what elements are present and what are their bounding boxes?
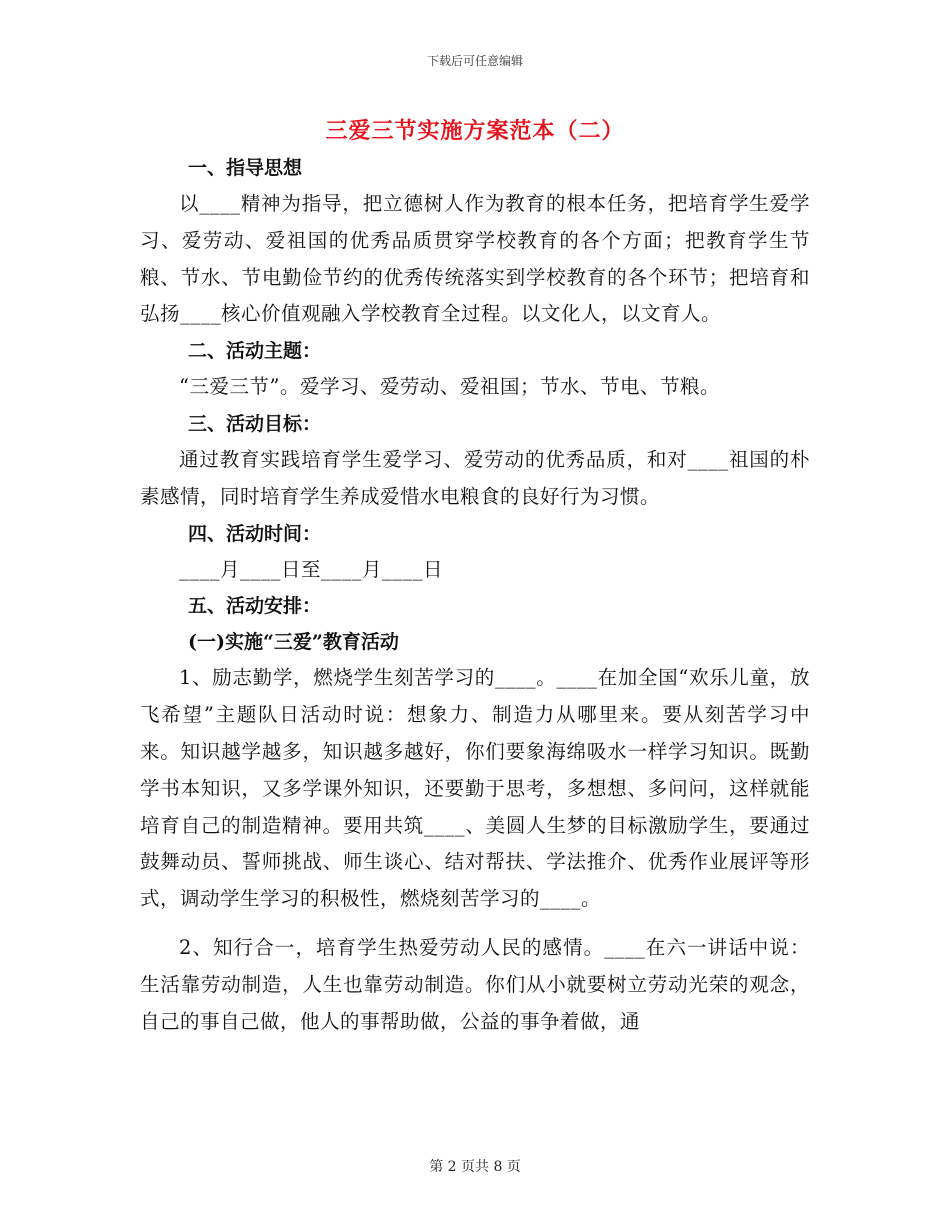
- section-heading-theme: 二、活动主题：: [188, 340, 322, 363]
- document-title: 三爱三节实施方案范本（二）: [325, 118, 625, 144]
- subsection-heading-three-loves: (一)实施“三爱”教育活动: [188, 631, 399, 654]
- paragraph-theme: “三爱三节”。爱学习、爱劳动、爱祖国；节水、节电、节粮。: [179, 375, 720, 399]
- section-heading-guiding-thought: 一、指导思想: [188, 157, 303, 179]
- section-heading-time: 四、活动时间：: [188, 522, 322, 545]
- page-footer: 第 2 页共 8 页: [429, 1159, 521, 1175]
- section-heading-arrangement: 五、活动安排：: [188, 595, 322, 618]
- page-header: 下载后可任意编辑: [426, 54, 523, 68]
- paragraph-goal: 通过教育实践培育学生爱学习、爱劳动的优秀品质，和对____祖国的朴素感情，同时培育学生养成爱惜水电粮食的良好行为习惯。: [140, 447, 810, 508]
- paragraph-diligent-study: 1、励志勤学，燃烧学生刻苦学习的____。____在加全国“欢乐儿童，放飞希望”主题队日活动时说：想象力、制造力从哪里来。要从刻苦学习中来。知识越学越多，知识越多越好，你们要象海绵吸水一样学习知识。既勤学书本知识，又多学课外知识，还要勤于思考，多想想、多问问，这样就能培育自己的制造精神。要用共筑____、美圆人生梦的目标激励学生，要通过鼓舞动员、誓师挑战、师生谈心、结对帮扶、学法推介、优秀作业展评等形式，调动学生学习的积极性，燃烧刻苦学习的____。: [140, 666, 810, 911]
- paragraph-unity-knowledge-action: 2、知行合一，培育学生热爱劳动人民的感情。____在六一讲话中说：生活靠劳动制造，人生也靠劳动制造。你们从小就要树立劳动光荣的观念，自己的事自己做，他人的事帮助做，公益的事争着做，通: [140, 935, 810, 1033]
- paragraph-guiding-thought: 以____精神为指导，把立德树人作为教育的根本任务，把培育学生爱学习、爱劳动、爱祖国的优秀品质贯穿学校教育的各个方面；把教育学生节粮、节水、节电勤俭节约的优秀传统落实到学校教育的各个环节；把培育和弘扬____核心价值观融入学校教育全过程。以文化人，以文育人。: [140, 192, 810, 326]
- paragraph-time: ____月____日至____月____日: [179, 557, 444, 581]
- section-heading-goal: 三、活动目标：: [188, 412, 322, 435]
- document-body: [140, 112, 810, 1040]
